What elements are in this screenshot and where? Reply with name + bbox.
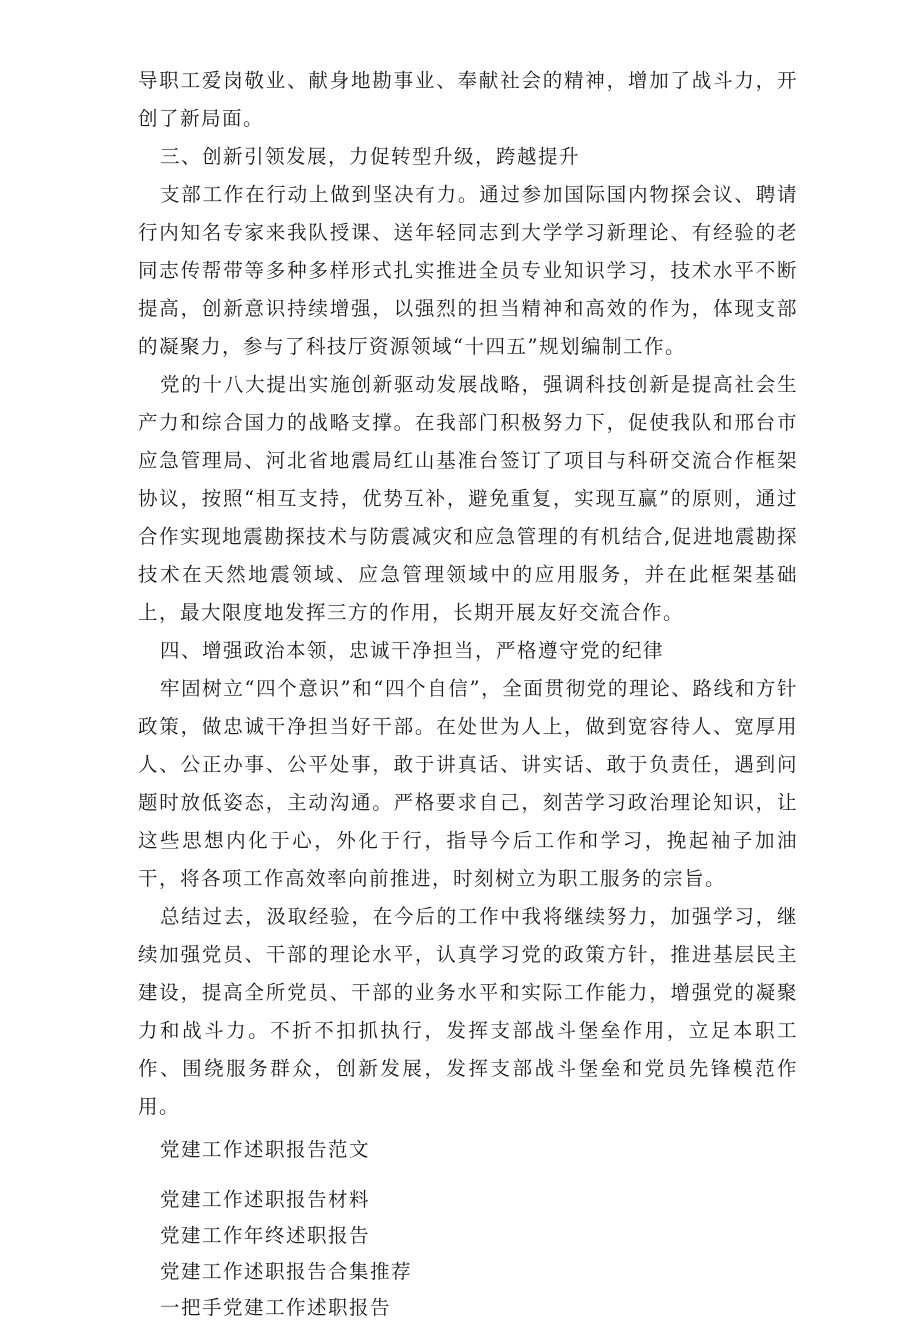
paragraph-branch-work: 支部工作在行动上做到坚决有力。通过参加国际国内物探会议、聘请行内知名专家来我队授课、送年轻同志到大学学习新理论、有经验的老同志传帮带等多种多样形式扎实推进全员专业知识学习，技术水平不断提高，创新意识持续增强，以强烈的担当精神和高效的作为，体现支部的凝聚力，参与了科技厅资源领域“十四五”规划编制工作。 <box>138 183 798 358</box>
document-body <box>138 62 798 1326</box>
related-link-4[interactable]: 党建工作述职报告合集推荐 <box>160 1260 413 1283</box>
related-link-5[interactable]: 一把手党建工作述职报告 <box>160 1296 392 1319</box>
paragraph-continuation: 导职工爱岗敬业、献身地勘事业、奉献社会的精神，增加了战斗力，开创了新局面。 <box>138 69 798 130</box>
related-link-2[interactable]: 党建工作述职报告材料 <box>160 1188 371 1211</box>
related-link-3[interactable]: 党建工作年终述职报告 <box>160 1224 371 1247</box>
section-heading-4: 四、增强政治本领，忠诚干净担当，严格遵守党的纪律 <box>160 639 665 662</box>
paragraph-political-discipline: 牢固树立“四个意识”和“四个自信”，全面贯彻党的理论、路线和方针政策，做忠诚干净担当好干部。在处世为人上，做到宽容待人、宽厚用人、公正办事、公平处事，敢于讲真话、讲实话、敢于负责任，遇到问题时放低姿态，主动沟通。严格要求自己，刻苦学习政治理论知识，让这些思想内化于心，外化于行，指导今后工作和学习，挽起袖子加油干，将各项工作高效率向前推进，时刻树立为职工服务的宗旨。 <box>138 677 798 890</box>
related-link-1[interactable]: 党建工作述职报告范文 <box>160 1138 371 1161</box>
section-heading-3: 三、创新引领发展，力促转型升级，跨越提升 <box>160 145 581 168</box>
paragraph-innovation-strategy: 党的十八大提出实施创新驱动发展战略，强调科技创新是提高社会生产力和综合国力的战略支撑。在我部门积极努力下，促使我队和邢台市应急管理局、河北省地震局红山基准台签订了项目与科研交流合作框架协议，按照“相互支持，优势互补，避免重复，实现互赢”的原则，通过合作实现地震勘探技术与防震减灾和应急管理的有机结合,促进地震勘探技术在天然地震领域、应急管理领域中的应用服务，并在此框架基础上，最大限度地发挥三方的作用，长期开展友好交流合作。 <box>138 373 798 624</box>
related-links <box>138 1132 798 1326</box>
paragraph-summary: 总结过去，汲取经验，在今后的工作中我将继续努力，加强学习，继续加强党员、干部的理论水平，认真学习党的政策方针，推进基层民主建设，提高全所党员、干部的业务水平和实际工作能力，增强党的凝聚力和战斗力。不折不扣抓执行，发挥支部战斗堡垒作用，立足本职工作、围绕服务群众，创新发展，发挥支部战斗堡垒和党员先锋模范作用。 <box>138 905 798 1118</box>
